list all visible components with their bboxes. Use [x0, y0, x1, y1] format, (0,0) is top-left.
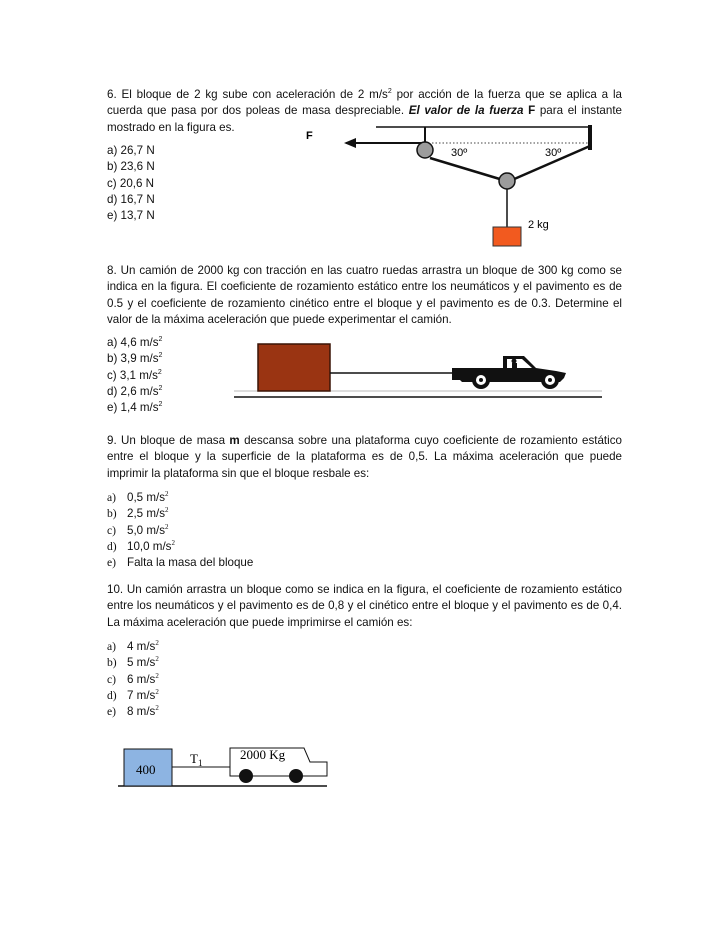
truck-block-diagram — [0, 330, 728, 410]
option-a: a) 26,7 N — [107, 144, 155, 157]
option-a: a) 0,5 $m/s^2$ — [107, 490, 169, 504]
truck-label: 2000 Kg — [240, 747, 286, 762]
option-b: b) 3,9 $m/s^2$ — [107, 352, 163, 366]
wheel-front — [289, 769, 303, 783]
option-a: a) 4,6 $m/s^2$ — [107, 336, 163, 349]
option-e: e) 8 $m/s^2$ — [107, 704, 159, 719]
option-d: d) 10,0 $m/s^2$ — [107, 538, 175, 553]
block-label: 400 — [136, 762, 156, 777]
angle-right-label: 30º — [545, 147, 562, 159]
question-8-text: 8. Un camión de 2000 kg con tracción en las cuatro ruedas arrastra un bloque de 300 kg como se indica en la figura. El coeficiente de rozamiento estático entre los neumáticos y el pavimento es de 0.5 y el coeficiente de rozamiento cinético entre el bloque y el pavimento es de 0.3. Determine el valor de la máxima aceleración que puede experimentar el camión. — [107, 264, 622, 326]
rope-left — [430, 158, 503, 180]
option-b: b) 23,6 N — [107, 160, 155, 174]
wheel-rear — [239, 769, 253, 783]
option-c: c) 5,0 $m/s^2$ — [107, 522, 169, 537]
mass-block — [493, 227, 521, 246]
option-d: d) 2,6 $m/s^2$ — [107, 384, 163, 398]
mass-label: 2 kg — [528, 219, 549, 231]
option-c: c) 3,1 $m/s^2$ — [107, 368, 162, 382]
lower-pulley — [499, 173, 515, 189]
option-d: d) 7 $m/s^2$ — [107, 687, 159, 702]
option-b: b) 5 $m/s^2$ — [107, 655, 159, 670]
option-c: c) 20,6 N — [107, 176, 155, 190]
tension-label: $T_1$ — [190, 751, 203, 768]
angle-left-label: 30º — [451, 147, 468, 159]
question-10-options — [107, 639, 159, 720]
force-arrow-icon — [344, 138, 356, 148]
option-e: e) 13,7 N — [107, 209, 155, 223]
pickup-truck-icon — [452, 356, 566, 389]
question-9-text: 9. Un bloque de masa m descansa sobre una plataforma cuyo coeficiente de rozamiento estático entre el bloque y la superficie de la plataforma es de 0,5. La máxima aceleración que puede imprimir la plataforma sin que el bloque resbale es: — [107, 434, 622, 480]
truck-tension-diagram — [0, 735, 728, 795]
pulley-diagram — [0, 0, 728, 260]
question-10-text: 10. Un camión arrastra un bloque como se indica en la figura, el coeficiente de rozamiento estático entre los neumáticos y el pavimento es de 0,8 y el cinético entre el bloque y el pavimento es de 0,4. La máxima aceleración que puede imprimirse el camión es: — [107, 583, 622, 629]
option-e: e) Falta la masa del bloque — [107, 556, 254, 570]
question-9-options — [107, 490, 253, 571]
option-a: a) 4 $m/s^2$ — [107, 639, 159, 653]
force-label: F — [306, 130, 313, 142]
question-6-text: 6. El bloque de 2 kg sube con aceleración de 2 $m/s^2$ por acción de la fuerza que se aplica a la cuerda que pasa por dos poleas de masa despreciable. El valor de la fuerza F para el instante mostrado en la figura es. — [107, 88, 622, 134]
upper-pulley — [417, 142, 433, 158]
block-300kg — [258, 344, 330, 391]
option-c: c) 6 $m/s^2$ — [107, 671, 159, 686]
option-b: b) 2,5 $m/s^2$ — [107, 506, 169, 521]
option-e: e) 1,4 $m/s^2$ — [107, 401, 163, 415]
option-d: d) 16,7 N — [107, 192, 155, 206]
